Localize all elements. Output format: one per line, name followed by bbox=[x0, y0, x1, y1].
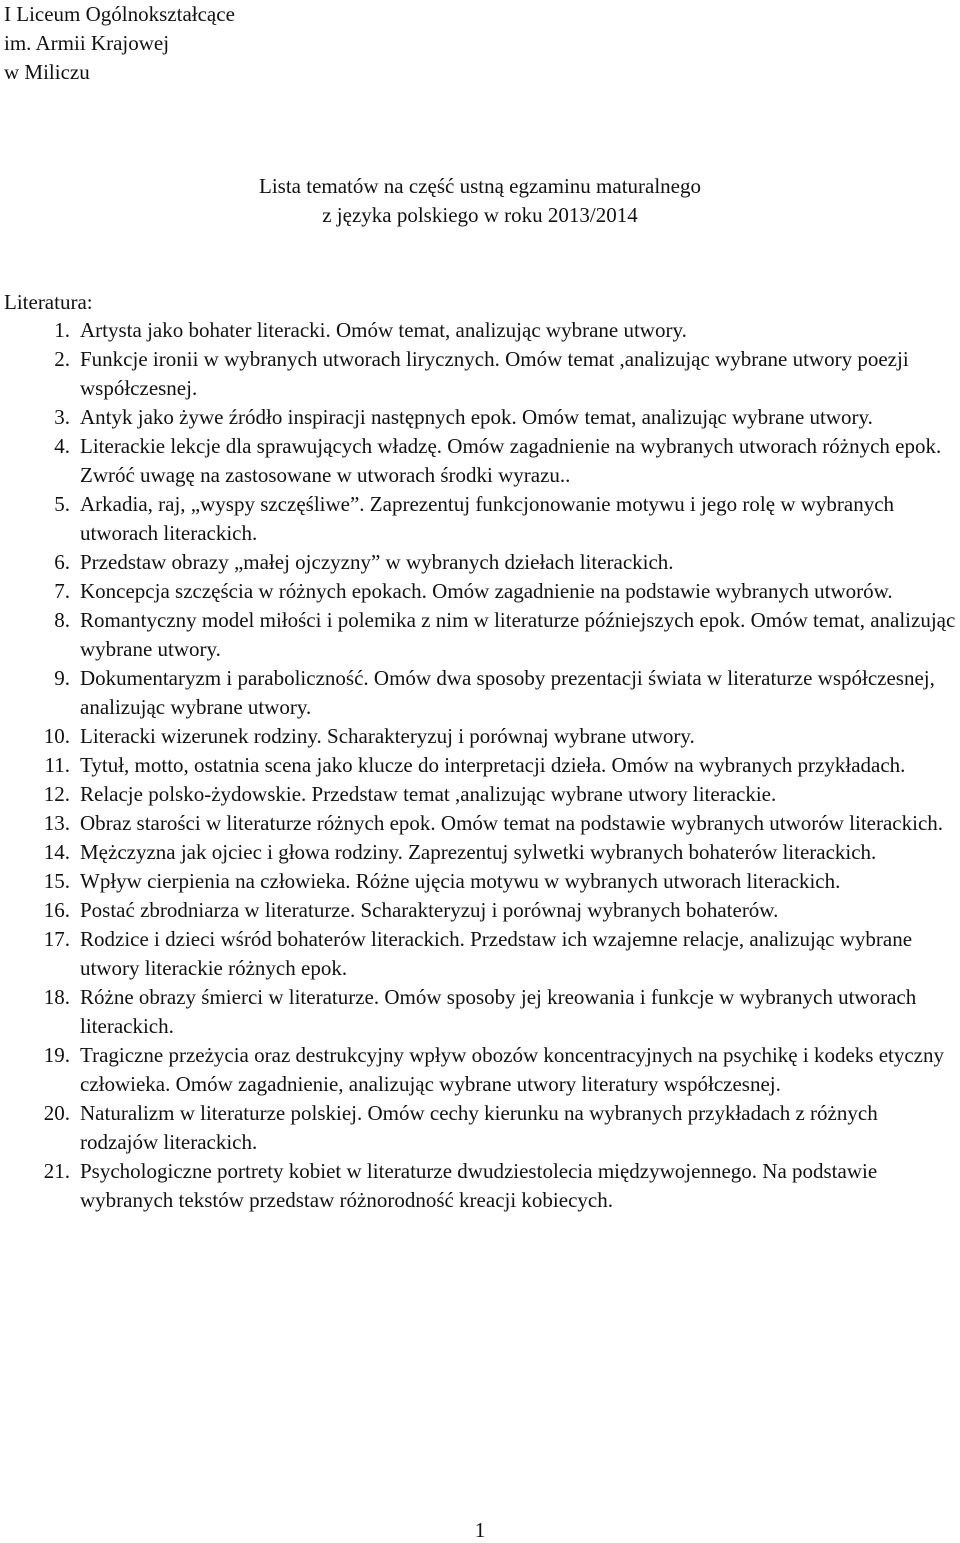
topic-number: 13. bbox=[43, 811, 70, 835]
school-header bbox=[4, 0, 235, 87]
topic-number: 18. bbox=[43, 985, 70, 1009]
topic-text: Arkadia, raj, „wyspy szczęśliwe”. Zaprezentuj funkcjonowanie motywu i jego rolę w wybranych utworach literackich. bbox=[80, 492, 895, 545]
school-city-line: w Miliczu bbox=[4, 60, 90, 84]
topic-text: Różne obrazy śmierci w literaturze. Omów sposoby jej kreowania i funkcje w wybranych utworach literackich. bbox=[80, 985, 917, 1038]
topic-number: 12. bbox=[43, 782, 70, 806]
topic-item bbox=[0, 490, 960, 548]
topic-item bbox=[0, 664, 960, 722]
topic-number: 11. bbox=[44, 753, 70, 777]
topic-text: Naturalizm w literaturze polskiej. Omów cechy kierunku na wybranych przykładach z różnych rodzajów literackich. bbox=[80, 1101, 878, 1154]
topic-item bbox=[0, 432, 960, 490]
topic-number: 5. bbox=[54, 492, 70, 516]
topic-text: Artysta jako bohater literacki. Omów temat, analizując wybrane utwory. bbox=[80, 318, 687, 342]
topic-item bbox=[0, 780, 960, 809]
topic-item bbox=[0, 577, 960, 606]
topic-text: Literacki wizerunek rodziny. Scharakteryzuj i porównaj wybrane utwory. bbox=[80, 724, 695, 748]
topic-item bbox=[0, 548, 960, 577]
topic-number: 1. bbox=[54, 318, 70, 342]
topic-item bbox=[0, 1099, 960, 1157]
topic-text: Mężczyzna jak ojciec i głowa rodziny. Zaprezentuj sylwetki wybranych bohaterów literackich. bbox=[80, 840, 877, 864]
topic-item bbox=[0, 809, 960, 838]
topic-number: 2. bbox=[54, 347, 70, 371]
topic-text: Przedstaw obrazy „małej ojczyzny” w wybranych dziełach literackich. bbox=[80, 550, 674, 574]
topic-text: Dokumentaryzm i paraboliczność. Omów dwa sposoby prezentacji świata w literaturze współczesnej, analizując wybrane utwory. bbox=[80, 666, 935, 719]
topic-item bbox=[0, 751, 960, 780]
topic-text: Obraz starości w literaturze różnych epok. Omów temat na podstawie wybranych utworów literackich. bbox=[80, 811, 944, 835]
topic-text: Antyk jako żywe źródło inspiracji następnych epok. Omów temat, analizując wybrane utwory. bbox=[80, 405, 873, 429]
topic-number: 21. bbox=[43, 1159, 70, 1183]
topic-text: Funkcje ironii w wybranych utworach lirycznych. Omów temat ,analizując wybrane utwory poezji współczesnej. bbox=[80, 347, 909, 400]
topic-item bbox=[0, 838, 960, 867]
document-title-line-2: z języka polskiego w roku 2013/2014 bbox=[322, 203, 638, 227]
topic-item bbox=[0, 1041, 960, 1099]
topic-item bbox=[0, 606, 960, 664]
topic-item bbox=[0, 1157, 960, 1215]
topic-item bbox=[0, 983, 960, 1041]
topic-number: 4. bbox=[54, 434, 70, 458]
topic-text: Tragiczne przeżycia oraz destrukcyjny wpływ obozów koncentracyjnych na psychikę i kodeks etyczny człowieka. Omów zagadnienie, analizując wybrane utwory literatury współczesnej. bbox=[80, 1043, 945, 1096]
school-name-line: I Liceum Ogólnokształcące bbox=[4, 2, 235, 26]
topic-text: Literackie lekcje dla sprawujących władzę. Omów zagadnienie na wybranych utworach różnych epok. Zwróć uwagę na zastosowane w utworach środki wyrazu.. bbox=[80, 434, 942, 487]
topic-number: 15. bbox=[43, 869, 70, 893]
topic-item bbox=[0, 722, 960, 751]
school-patron-line: im. Armii Krajowej bbox=[4, 31, 170, 55]
topic-text: Relacje polsko-żydowskie. Przedstaw temat ,analizując wybrane utwory literackie. bbox=[80, 782, 777, 806]
topic-item bbox=[0, 316, 960, 345]
topic-number: 8. bbox=[54, 608, 70, 632]
topic-text: Romantyczny model miłości i polemika z nim w literaturze późniejszych epok. Omów temat, analizując wybrane utwory. bbox=[80, 608, 956, 661]
document-title bbox=[0, 172, 960, 230]
topic-number: 3. bbox=[54, 405, 70, 429]
topic-item bbox=[0, 925, 960, 983]
topic-item bbox=[0, 867, 960, 896]
topic-number: 14. bbox=[43, 840, 70, 864]
topic-text: Rodzice i dzieci wśród bohaterów literackich. Przedstaw ich wzajemne relacje, analizując wybrane utwory literackie różnych epok. bbox=[80, 927, 913, 980]
topic-text: Wpływ cierpienia na człowieka. Różne ujęcia motywu w wybranych utworach literackich. bbox=[80, 869, 841, 893]
section-label-literature: Literatura: bbox=[4, 290, 93, 314]
document-title-line-1: Lista tematów na część ustną egzaminu maturalnego bbox=[259, 174, 701, 198]
topic-number: 16. bbox=[43, 898, 70, 922]
topics-list bbox=[0, 316, 960, 1215]
topic-number: 7. bbox=[54, 579, 70, 603]
topic-text: Tytuł, motto, ostatnia scena jako klucze do interpretacji dzieła. Omów na wybranych przykładach. bbox=[80, 753, 906, 777]
topic-item bbox=[0, 403, 960, 432]
topic-number: 17. bbox=[43, 927, 70, 951]
topic-number: 10. bbox=[43, 724, 70, 748]
topic-item bbox=[0, 896, 960, 925]
topic-text: Postać zbrodniarza w literaturze. Scharakteryzuj i porównaj wybranych bohaterów. bbox=[80, 898, 779, 922]
topic-number: 9. bbox=[54, 666, 70, 690]
topic-number: 20. bbox=[43, 1101, 70, 1125]
topic-item bbox=[0, 345, 960, 403]
topic-text: Psychologiczne portrety kobiet w literaturze dwudziestolecia międzywojennego. Na podstawie wybranych tekstów przedstaw różnorodność kreacji kobiecych. bbox=[80, 1159, 878, 1212]
page-number: 1 bbox=[474, 1518, 486, 1542]
topic-number: 6. bbox=[54, 550, 70, 574]
topic-text: Koncepcja szczęścia w różnych epokach. Omów zagadnienie na podstawie wybranych utworów. bbox=[80, 579, 893, 603]
topic-number: 19. bbox=[43, 1043, 70, 1067]
